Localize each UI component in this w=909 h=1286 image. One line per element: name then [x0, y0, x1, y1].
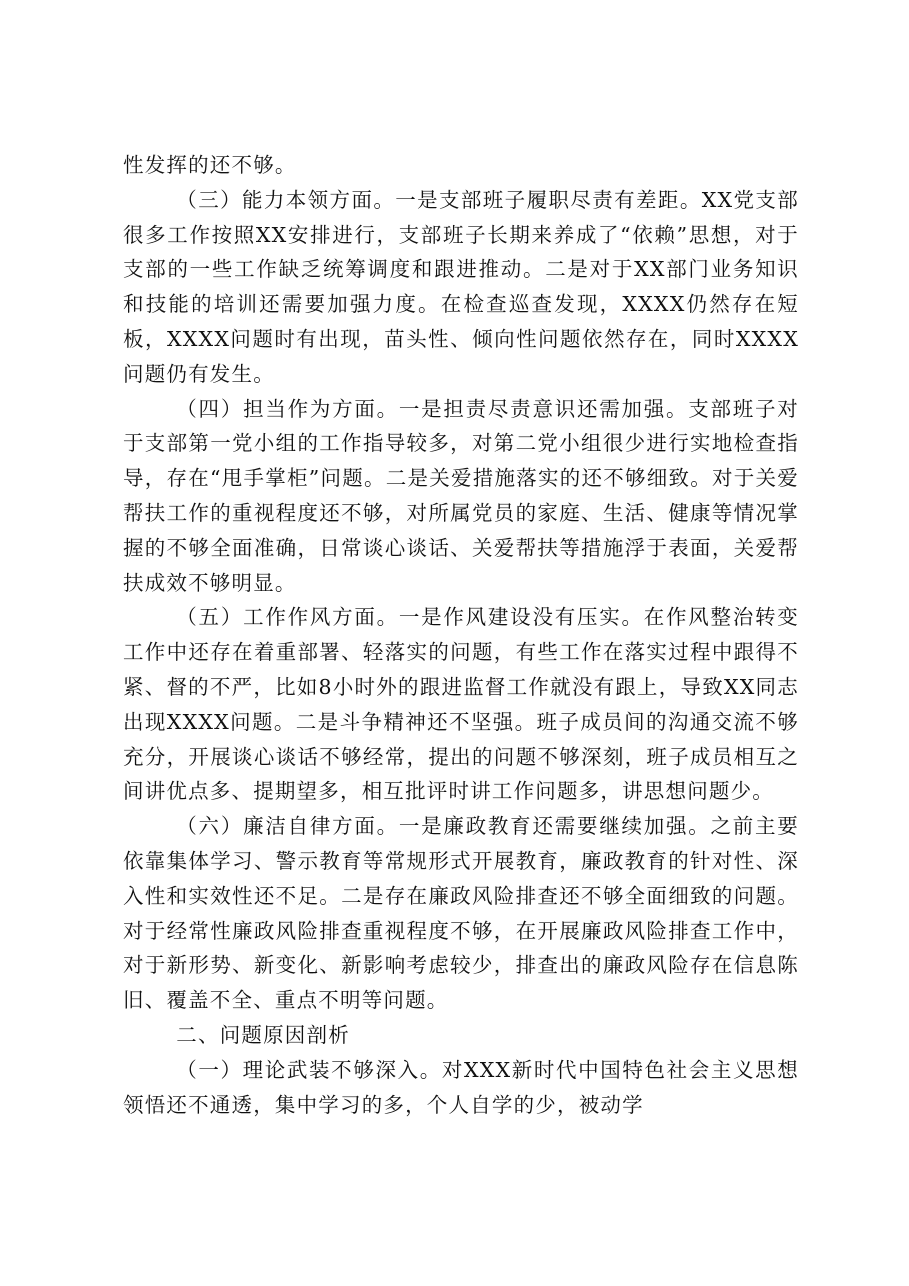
paragraph-continuation: 性发挥的还不够。 — [123, 153, 297, 177]
paragraph-work-style: （五）工作作风方面。一是作风建设没有压实。在作风整治转变工作中还存在着重部署、轻落实的问题，有些工作在落实过程中跟得不紧、督的不严，比如8小时外的跟进监督工作就没有跟上，导致XX同志出现XXXX问题。二是斗争精神还不坚强。班子成员间的沟通交流不够充分，开展谈心谈话不够经常，提出的问题不够深刻，班子成员相互之间讲优点多、提期望多，相互批评时讲工作问题多，讲思想问题少。 — [123, 605, 799, 804]
paragraph-theory: （一）理论武装不够深入。对XXX新时代中国特色社会主义思想领悟还不通透，集中学习的多，个人自学的少，被动学 — [123, 1057, 799, 1117]
document-body — [123, 148, 799, 1122]
paragraph-responsibility: （四）担当作为方面。一是担责尽责意识还需加强。支部班子对于支部第一党小组的工作指导较多，对第二党小组很少进行实地检查指导，存在“甩手掌柜”问题。二是关爱措施落实的还不够细致。对于关爱帮扶工作的重视程度还不够，对所属党员的家庭、生活、健康等情况掌握的不够全面准确，日常谈心谈话、关爱帮扶等措施浮于表面，关爱帮扶成效不够明显。 — [123, 396, 799, 595]
paragraph-ability: （三）能力本领方面。一是支部班子履职尽责有差距。XX党支部很多工作按照XX安排进行，支部班子长期来养成了“依赖”思想，对于支部的一些工作缺乏统筹调度和跟进推动。二是对于XX部门业务知识和技能的培训还需要加强力度。在检查巡查发现，XXXX仍然存在短板，XXXX问题时有出现，苗头性、倾向性问题依然存在，同时XXXX问题仍有发生。 — [123, 187, 799, 386]
section-heading-cause-analysis: 二、问题原因剖析 — [176, 1022, 350, 1047]
paragraph-integrity: （六）廉洁自律方面。一是廉政教育还需要继续加强。之前主要依靠集体学习、警示教育等常规形式开展教育，廉政教育的针对性、深入性和实效性还不足。二是存在廉政风险排查还不够全面细致的问题。对于经常性廉政风险排查重视程度不够，在开展廉政风险排查工作中，对于新形势、新变化、新影响考虑较少，排查出的廉政风险存在信息陈旧、覆盖不全、重点不明等问题。 — [123, 814, 799, 1013]
